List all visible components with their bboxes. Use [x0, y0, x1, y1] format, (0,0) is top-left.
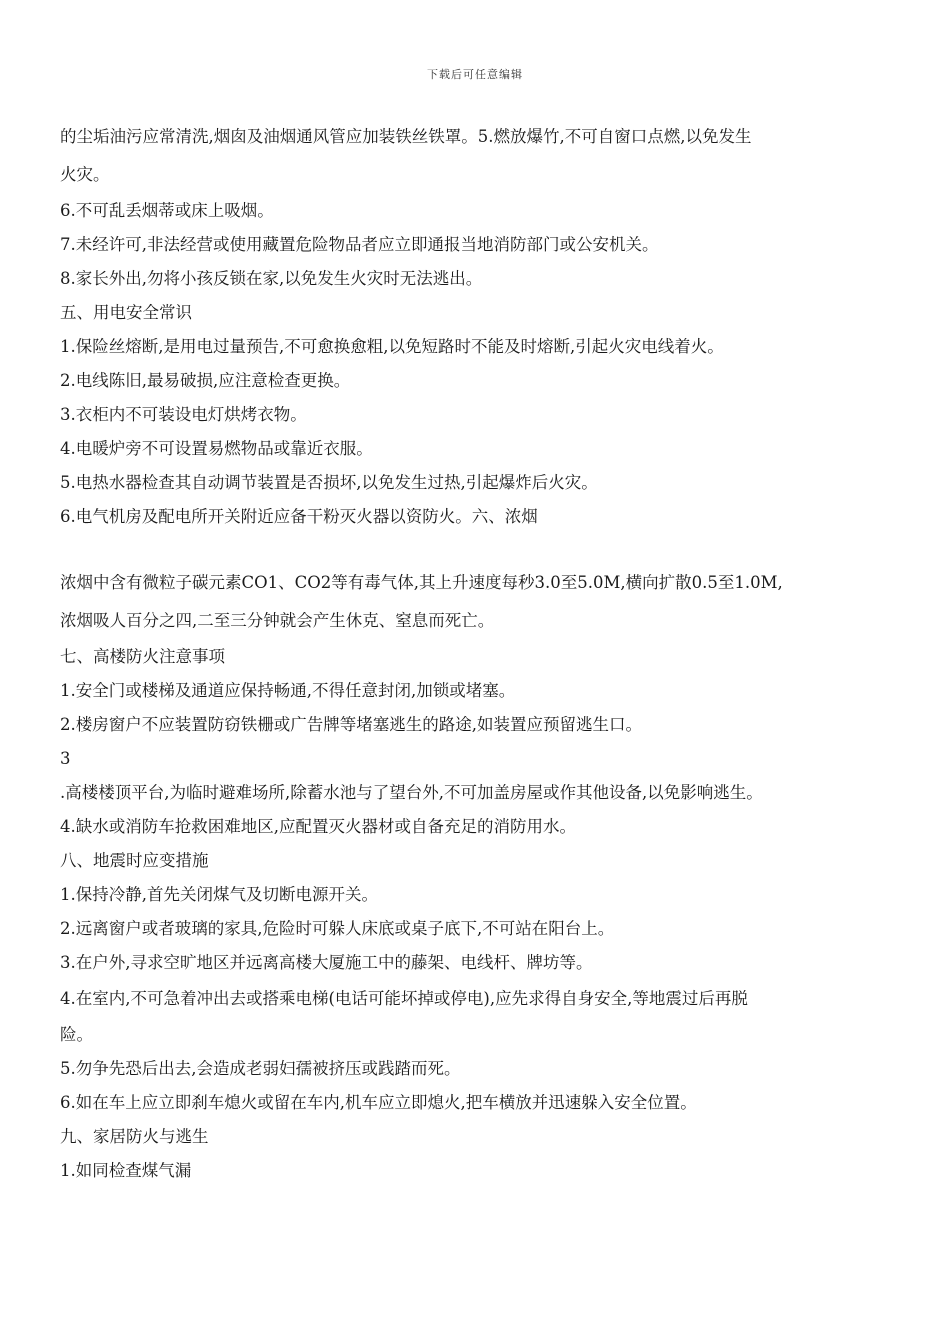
list-item: 4.缺水或消防车抢救困难地区,应配置灭火器材或自备充足的消防用水。	[60, 817, 576, 836]
list-item: 1.保险丝熔断,是用电过量预告,不可愈换愈粗,以免短路时不能及时熔断,引起火灾电线着火。	[60, 337, 724, 356]
page-header: 下载后可任意编辑	[427, 68, 523, 81]
list-item: 2.楼房窗户不应装置防窃铁栅或广告牌等堵塞逃生的路途,如装置应预留逃生口。	[60, 715, 642, 734]
list-item: 6.不可乱丢烟蒂或床上吸烟。	[60, 201, 274, 220]
list-item: 4.在室内,不可急着冲出去或搭乘电梯(电话可能坏掉或停电),应先求得自身安全,等地震过后再脱	[60, 989, 748, 1008]
paragraph-gap	[60, 534, 900, 564]
document-body	[60, 118, 900, 1188]
list-item: 6.电气机房及配电所开关附近应备干粉灭火器以资防火。六、浓烟	[60, 507, 538, 526]
paragraph-line: 的尘垢油污应常清洗,烟囱及油烟通风管应加装铁丝铁罩。5.燃放爆竹,不可自窗口点燃,以免发生	[60, 127, 752, 146]
section-heading: 七、高楼防火注意事项	[60, 647, 225, 666]
list-item: 5.勿争先恐后出去,会造成老弱妇孺被挤压或践踏而死。	[60, 1059, 461, 1078]
paragraph-line: 火灾。	[60, 165, 110, 184]
list-item: 2.远离窗户或者玻璃的家具,危险时可躲人床底或桌子底下,不可站在阳台上。	[60, 919, 615, 938]
list-item: 5.电热水器检查其自动调节装置是否损坏,以免发生过热,引起爆炸后火灾。	[60, 473, 598, 492]
section-heading: 八、地震时应变措施	[60, 851, 209, 870]
list-item: 3.在户外,寻求空旷地区并远离高楼大厦施工中的藤架、电线杆、牌坊等。	[60, 953, 593, 972]
list-item: 6.如在车上应立即刹车熄火或留在车内,机车应立即熄火,把车横放并迅速躲入安全位置。	[60, 1093, 697, 1112]
list-item: 1.安全门或楼梯及通道应保持畅通,不得任意封闭,加锁或堵塞。	[60, 681, 516, 700]
list-item: 4.电暖炉旁不可设置易燃物品或靠近衣服。	[60, 439, 373, 458]
list-item: 7.未经许可,非法经营或使用藏置危险物品者应立即通报当地消防部门或公安机关。	[60, 235, 659, 254]
list-item: 3.衣柜内不可装设电灯烘烤衣物。	[60, 405, 307, 424]
list-item: 8.家长外出,勿将小孩反锁在家,以免发生火灾时无法逃出。	[60, 269, 483, 288]
paragraph-line: 浓烟中含有微粒子碳元素CO1、CO2等有毒气体,其上升速度每秒3.0至5.0M,横向扩散0.5至1.0M,	[60, 573, 783, 592]
paragraph-line: 浓烟吸人百分之四,二至三分钟就会产生休克、窒息而死亡。	[60, 611, 495, 630]
section-heading: 九、家居防火与逃生	[60, 1127, 209, 1146]
list-item: 3	[60, 749, 71, 768]
list-item: 险。	[60, 1025, 93, 1044]
list-item: 2.电线陈旧,最易破损,应注意检查更换。	[60, 371, 351, 390]
section-heading: 五、用电安全常识	[60, 303, 192, 322]
list-item: 1.保持冷静,首先关闭煤气及切断电源开关。	[60, 885, 378, 904]
list-item: 1.如同检查煤气漏	[60, 1161, 192, 1180]
list-item: .高楼楼顶平台,为临时避难场所,除蓄水池与了望台外,不可加盖房屋或作其他设备,以免影响逃生。	[60, 783, 763, 802]
